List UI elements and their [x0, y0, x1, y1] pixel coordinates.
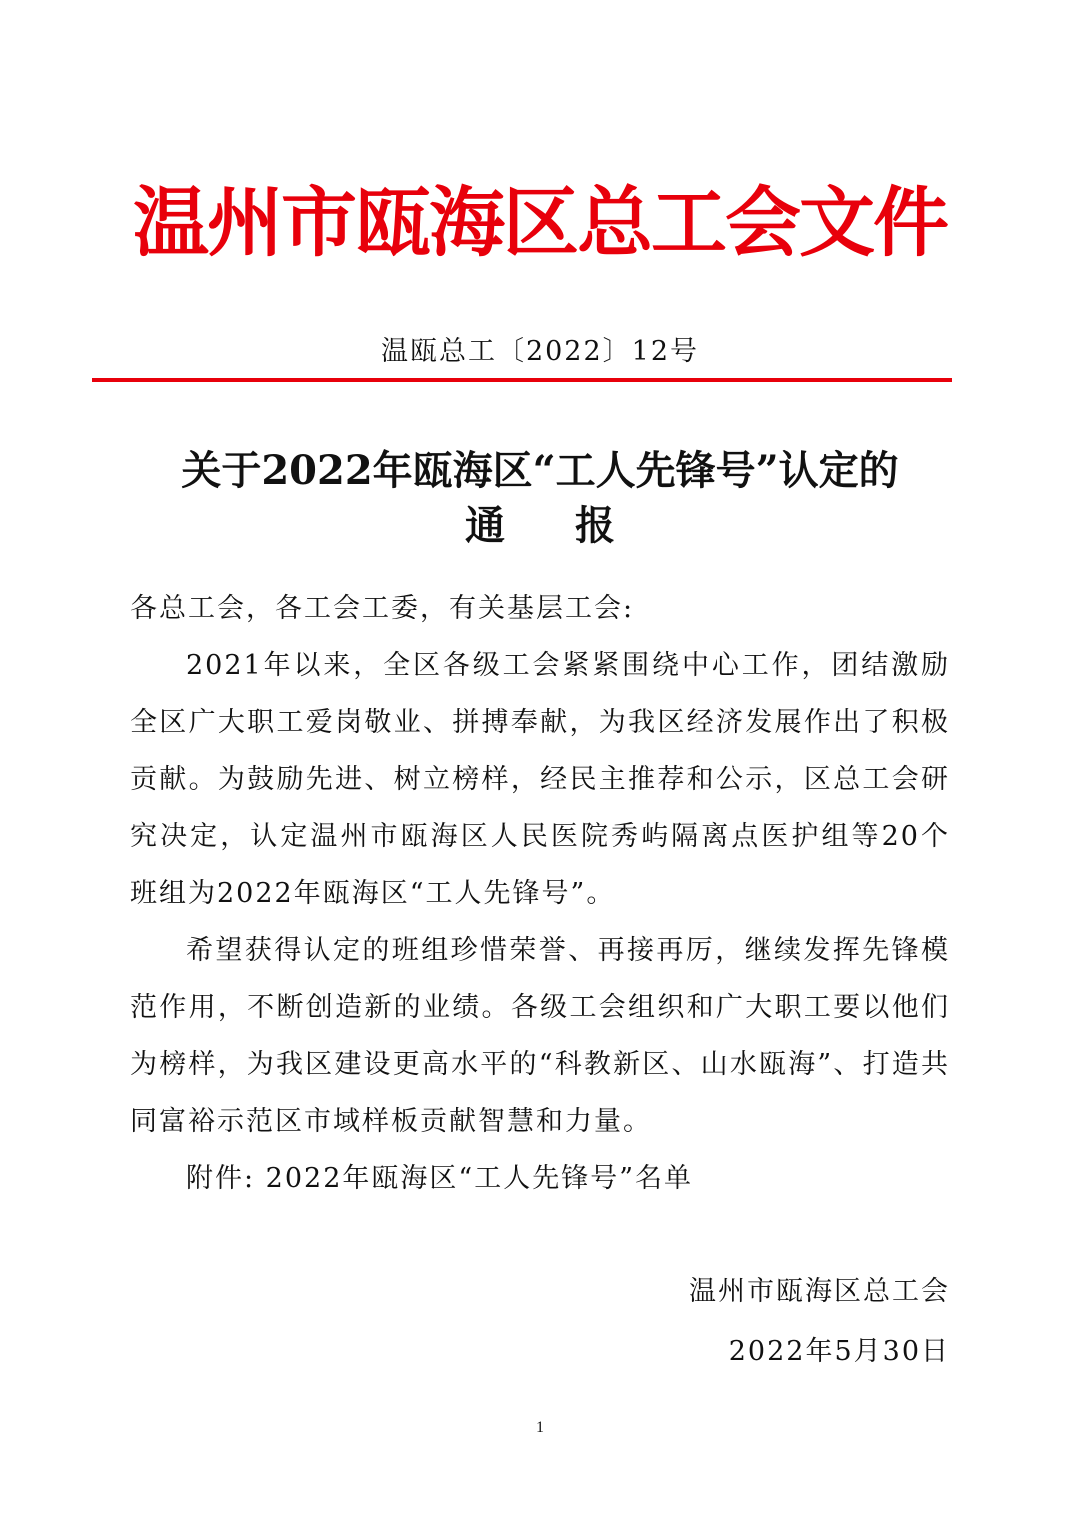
attachment-line: 附件: 2022年瓯海区“工人先锋号”名单 [186, 1163, 693, 1194]
signature-block [689, 1262, 950, 1382]
notice-title-line2: 通报 [465, 502, 685, 549]
notice-title-line1: 关于2022年瓯海区“工人先锋号”认定的 [181, 447, 899, 494]
document-header-title: 温州市瓯海区总工会文件 [133, 178, 947, 267]
salutation: 各总工会，各工会工委，有关基层工会: [130, 593, 635, 624]
signature-organization: 温州市瓯海区总工会 [689, 1276, 950, 1307]
document-body [130, 580, 950, 1207]
body-paragraph-2: 希望获得认定的班组珍惜荣誉、再接再厉，继续发挥先锋模范作用，不断创造新的业绩。各级工会组织和广大职工要以他们为榜样，为我区建设更高水平的“科教新区、山水瓯海”、打造共同富裕示范区市域样板贡献智慧和力量。 [130, 935, 950, 1137]
page-number: 1 [536, 1419, 544, 1436]
red-divider-line [92, 378, 952, 382]
signature-date: 2022年5月30日 [728, 1336, 950, 1367]
document-number: 温瓯总工〔2022〕12号 [380, 336, 700, 367]
body-paragraph-1: 2021年以来，全区各级工会紧紧围绕中心工作，团结激励全区广大职工爱岗敬业、拼搏奉献，为我区经济发展作出了积极贡献。为鼓励先进、树立榜样，经民主推荐和公示，区总工会研究决定，认定温州市瓯海区人民医院秀屿隔离点医护组等20个班组为2022年瓯海区“工人先锋号”。 [130, 650, 950, 909]
